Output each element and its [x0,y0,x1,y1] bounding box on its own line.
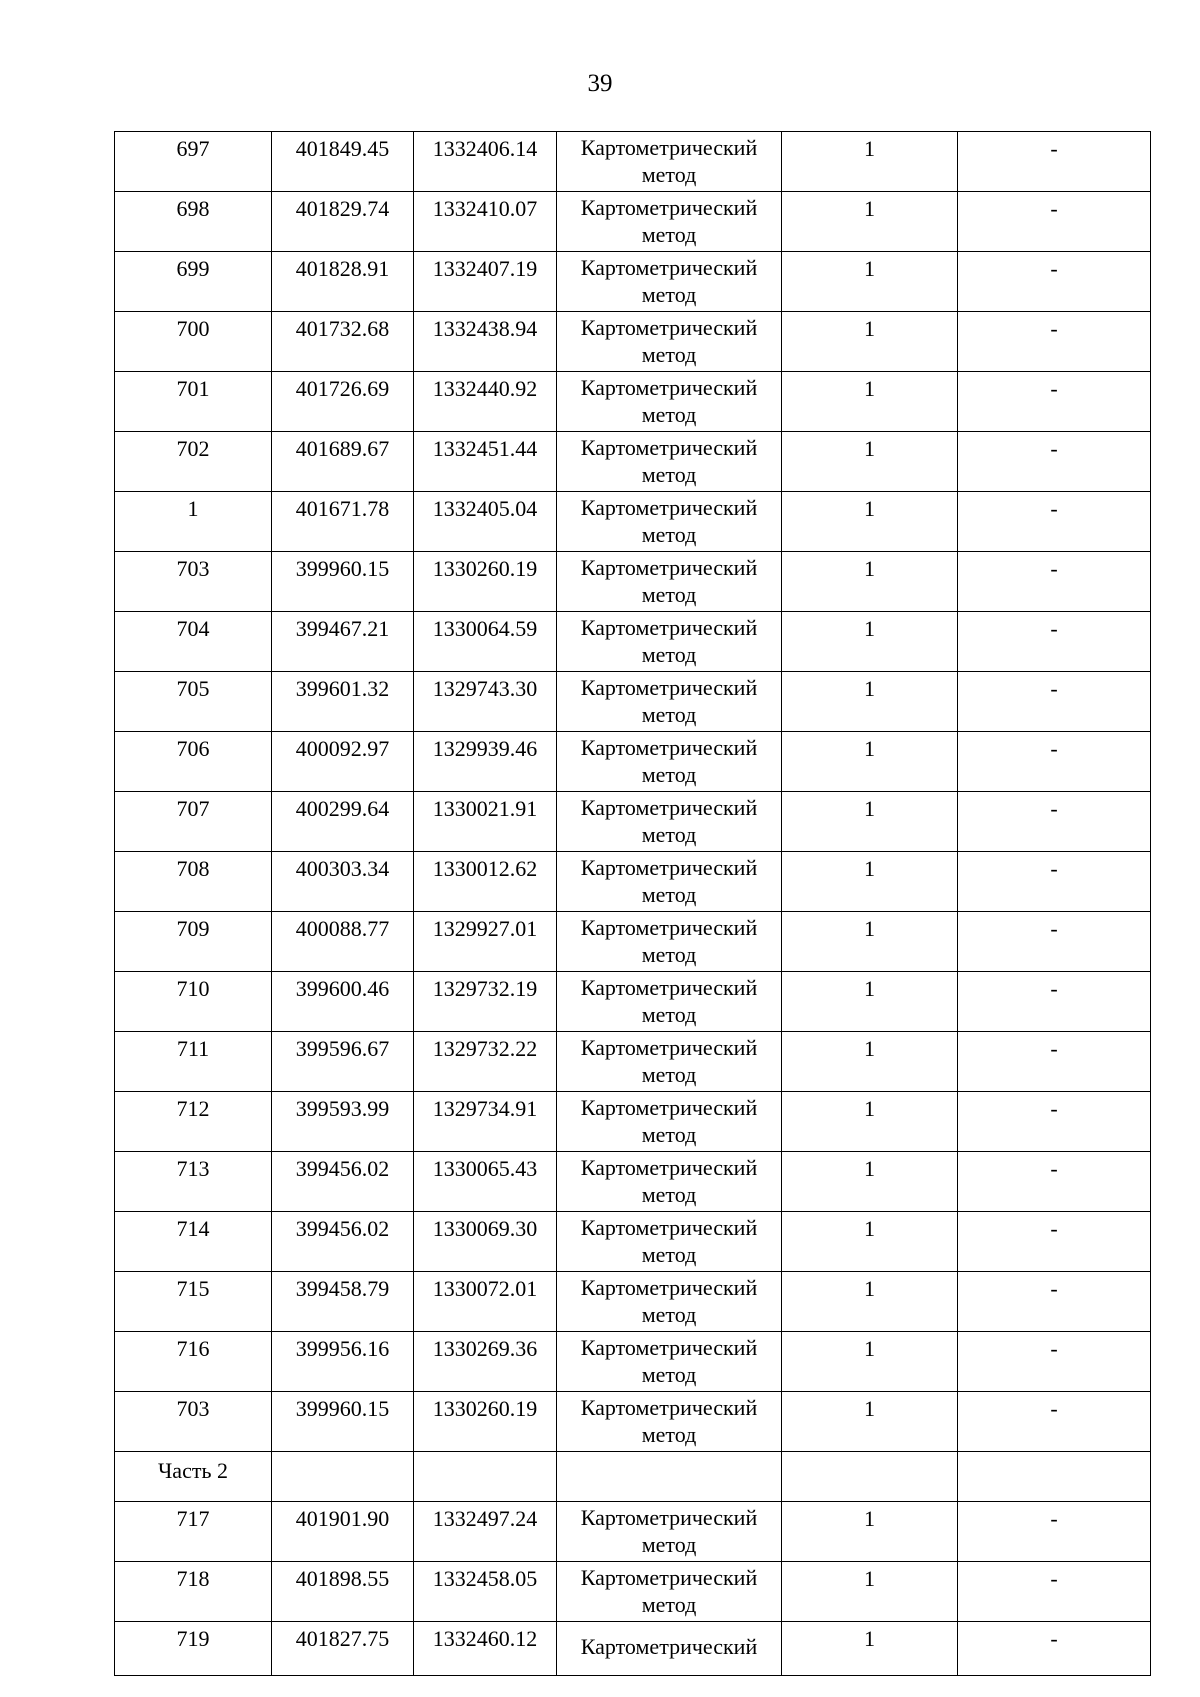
y-coordinate-cell: 1332458.05 [414,1562,557,1622]
y-coordinate-cell: 1332440.92 [414,372,557,432]
empty-cell [958,1452,1151,1502]
method-cell [557,492,782,552]
note-cell: - [958,792,1151,852]
note-cell: - [958,1092,1151,1152]
point-number-cell: 700 [115,312,272,372]
method-label: Картометрический [580,1505,758,1530]
y-coordinate-cell: 1330021.91 [414,792,557,852]
table-row [115,1032,1151,1092]
point-number-cell: 710 [115,972,272,1032]
method-label: Картометрический [580,1275,758,1300]
method-label: метод [641,1532,697,1557]
point-number-cell: 697 [115,132,272,192]
accuracy-cell: 1 [782,252,958,312]
point-number-cell: 713 [115,1152,272,1212]
table-row [115,1622,1151,1676]
note-cell: - [958,132,1151,192]
point-number-cell: 717 [115,1502,272,1562]
method-cell [557,552,782,612]
x-coordinate-cell: 400092.97 [272,732,414,792]
method-label: метод [641,1242,697,1267]
method-label: Картометрический [580,1395,758,1420]
y-coordinate-cell: 1332438.94 [414,312,557,372]
method-label: метод [641,582,697,607]
x-coordinate-cell: 400299.64 [272,792,414,852]
table-row [115,132,1151,192]
x-coordinate-cell: 399600.46 [272,972,414,1032]
note-cell: - [958,1332,1151,1392]
x-coordinate-cell: 401829.74 [272,192,414,252]
x-coordinate-cell: 399956.16 [272,1332,414,1392]
accuracy-cell: 1 [782,1392,958,1452]
method-label: Картометрический [580,1095,758,1120]
note-cell: - [958,552,1151,612]
method-label: Картометрический [580,375,758,400]
page-number: 39 [587,70,613,97]
accuracy-cell: 1 [782,1332,958,1392]
section-row [115,1452,1151,1502]
method-cell [557,792,782,852]
table-row [115,432,1151,492]
method-label: Картометрический [580,1565,758,1590]
accuracy-cell: 1 [782,912,958,972]
empty-cell [782,1452,958,1502]
note-cell: - [958,672,1151,732]
method-label: Картометрический [580,975,758,1000]
note-cell: - [958,1502,1151,1562]
method-label: Картометрический [580,315,758,340]
note-cell: - [958,252,1151,312]
method-cell [557,912,782,972]
table-row [115,1332,1151,1392]
accuracy-cell: 1 [782,792,958,852]
table-row [115,252,1151,312]
method-label: Картометрический [580,255,758,280]
accuracy-cell: 1 [782,1562,958,1622]
method-label: Картометрический [580,795,758,820]
method-label: метод [641,342,697,367]
note-cell: - [958,1622,1151,1676]
empty-cell [414,1452,557,1502]
method-label: метод [641,822,697,847]
table-row [115,852,1151,912]
accuracy-cell: 1 [782,1152,958,1212]
point-number-cell: 705 [115,672,272,732]
method-cell [557,1392,782,1452]
method-label: метод [641,642,697,667]
method-label: метод [641,1182,697,1207]
y-coordinate-cell: 1330065.43 [414,1152,557,1212]
y-coordinate-cell: 1330260.19 [414,1392,557,1452]
method-label: метод [641,1002,697,1027]
y-coordinate-cell: 1329939.46 [414,732,557,792]
point-number-cell: 712 [115,1092,272,1152]
point-number-cell: 706 [115,732,272,792]
method-label: метод [641,1422,697,1447]
section-label: Часть 2 [115,1452,272,1502]
method-label: метод [641,882,697,907]
x-coordinate-cell: 401901.90 [272,1502,414,1562]
note-cell: - [958,372,1151,432]
method-cell [557,612,782,672]
y-coordinate-cell: 1330072.01 [414,1272,557,1332]
point-number-cell: 702 [115,432,272,492]
method-label: Картометрический [580,615,758,640]
method-cell [557,372,782,432]
accuracy-cell: 1 [782,192,958,252]
x-coordinate-cell: 399596.67 [272,1032,414,1092]
point-number-cell: 715 [115,1272,272,1332]
method-cell [557,432,782,492]
method-label: метод [641,762,697,787]
method-cell [557,732,782,792]
note-cell: - [958,432,1151,492]
note-cell: - [958,612,1151,672]
method-label: Картометрический [580,675,758,700]
accuracy-cell: 1 [782,1502,958,1562]
method-label: Картометрический [580,1634,758,1659]
table-row [115,732,1151,792]
method-label: Картометрический [580,195,758,220]
x-coordinate-cell: 401671.78 [272,492,414,552]
method-label: метод [641,462,697,487]
method-label: метод [641,1302,697,1327]
note-cell: - [958,492,1151,552]
note-cell: - [958,1032,1151,1092]
y-coordinate-cell: 1332451.44 [414,432,557,492]
method-cell [557,312,782,372]
x-coordinate-cell: 399960.15 [272,1392,414,1452]
x-coordinate-cell: 400303.34 [272,852,414,912]
table-row [115,1092,1151,1152]
method-cell [557,1332,782,1392]
table-row [115,1562,1151,1622]
x-coordinate-cell: 401827.75 [272,1622,414,1676]
accuracy-cell: 1 [782,1622,958,1676]
accuracy-cell: 1 [782,612,958,672]
table-row [115,1152,1151,1212]
y-coordinate-cell: 1329732.22 [414,1032,557,1092]
x-coordinate-cell: 399601.32 [272,672,414,732]
note-cell: - [958,1272,1151,1332]
note-cell: - [958,852,1151,912]
x-coordinate-cell: 401828.91 [272,252,414,312]
note-cell: - [958,1212,1151,1272]
method-cell [557,252,782,312]
table-row [115,912,1151,972]
accuracy-cell: 1 [782,1092,958,1152]
method-cell [557,1622,782,1676]
point-number-cell: 716 [115,1332,272,1392]
point-number-cell: 708 [115,852,272,912]
coordinates-table [114,131,1151,1676]
method-cell [557,852,782,912]
method-label: Картометрический [580,135,758,160]
point-number-cell: 709 [115,912,272,972]
empty-cell [557,1452,782,1502]
table-row [115,372,1151,432]
method-label: Картометрический [580,495,758,520]
y-coordinate-cell: 1329743.30 [414,672,557,732]
note-cell: - [958,1392,1151,1452]
x-coordinate-cell: 401898.55 [272,1562,414,1622]
table-row [115,1392,1151,1452]
point-number-cell: 699 [115,252,272,312]
x-coordinate-cell: 401849.45 [272,132,414,192]
x-coordinate-cell: 401689.67 [272,432,414,492]
y-coordinate-cell: 1330069.30 [414,1212,557,1272]
method-cell [557,1272,782,1332]
method-cell [557,1502,782,1562]
method-cell [557,1152,782,1212]
y-coordinate-cell: 1332460.12 [414,1622,557,1676]
x-coordinate-cell: 401732.68 [272,312,414,372]
method-label: Картометрический [580,435,758,460]
y-coordinate-cell: 1332406.14 [414,132,557,192]
note-cell: - [958,732,1151,792]
point-number-cell: 714 [115,1212,272,1272]
method-label: Картометрический [580,735,758,760]
y-coordinate-cell: 1329732.19 [414,972,557,1032]
method-label: Картометрический [580,1215,758,1240]
accuracy-cell: 1 [782,372,958,432]
note-cell: - [958,312,1151,372]
table-row [115,492,1151,552]
y-coordinate-cell: 1330269.36 [414,1332,557,1392]
y-coordinate-cell: 1329927.01 [414,912,557,972]
note-cell: - [958,972,1151,1032]
note-cell: - [958,192,1151,252]
point-number-cell: 704 [115,612,272,672]
table-row [115,972,1151,1032]
accuracy-cell: 1 [782,852,958,912]
method-cell [557,1092,782,1152]
point-number-cell: 1 [115,492,272,552]
method-label: Картометрический [580,1035,758,1060]
table-row [115,192,1151,252]
accuracy-cell: 1 [782,492,958,552]
method-label: Картометрический [580,915,758,940]
method-cell [557,1032,782,1092]
point-number-cell: 707 [115,792,272,852]
x-coordinate-cell: 399456.02 [272,1212,414,1272]
table-row [115,552,1151,612]
y-coordinate-cell: 1332407.19 [414,252,557,312]
point-number-cell: 718 [115,1562,272,1622]
accuracy-cell: 1 [782,1212,958,1272]
y-coordinate-cell: 1330260.19 [414,552,557,612]
method-label: метод [641,942,697,967]
method-cell [557,1562,782,1622]
table-row [115,1212,1151,1272]
method-label: метод [641,1592,697,1617]
coordinates-table-body [115,132,1151,1676]
empty-cell [272,1452,414,1502]
method-label: Картометрический [580,555,758,580]
accuracy-cell: 1 [782,1032,958,1092]
point-number-cell: 711 [115,1032,272,1092]
method-cell [557,672,782,732]
table-row [115,1272,1151,1332]
y-coordinate-cell: 1332497.24 [414,1502,557,1562]
accuracy-cell: 1 [782,1272,958,1332]
method-label: метод [641,162,697,187]
note-cell: - [958,1152,1151,1212]
accuracy-cell: 1 [782,672,958,732]
point-number-cell: 698 [115,192,272,252]
point-number-cell: 701 [115,372,272,432]
method-label: метод [641,522,697,547]
point-number-cell: 719 [115,1622,272,1676]
method-cell [557,192,782,252]
x-coordinate-cell: 401726.69 [272,372,414,432]
accuracy-cell: 1 [782,432,958,492]
method-label: метод [641,1362,697,1387]
table-row [115,612,1151,672]
y-coordinate-cell: 1332405.04 [414,492,557,552]
accuracy-cell: 1 [782,312,958,372]
y-coordinate-cell: 1330064.59 [414,612,557,672]
method-label: метод [641,1062,697,1087]
accuracy-cell: 1 [782,972,958,1032]
method-label: метод [641,222,697,247]
accuracy-cell: 1 [782,552,958,612]
x-coordinate-cell: 399456.02 [272,1152,414,1212]
method-label: Картометрический [580,1155,758,1180]
table-row [115,672,1151,732]
method-label: метод [641,702,697,727]
accuracy-cell: 1 [782,732,958,792]
x-coordinate-cell: 399593.99 [272,1092,414,1152]
method-cell [557,972,782,1032]
y-coordinate-cell: 1332410.07 [414,192,557,252]
method-label: метод [641,282,697,307]
note-cell: - [958,1562,1151,1622]
table-row [115,1502,1151,1562]
point-number-cell: 703 [115,552,272,612]
x-coordinate-cell: 399467.21 [272,612,414,672]
x-coordinate-cell: 399458.79 [272,1272,414,1332]
table-row [115,312,1151,372]
y-coordinate-cell: 1329734.91 [414,1092,557,1152]
accuracy-cell: 1 [782,132,958,192]
method-label: метод [641,402,697,427]
x-coordinate-cell: 400088.77 [272,912,414,972]
point-number-cell: 703 [115,1392,272,1452]
method-label: метод [641,1122,697,1147]
method-label: Картометрический [580,855,758,880]
x-coordinate-cell: 399960.15 [272,552,414,612]
method-label: Картометрический [580,1335,758,1360]
method-cell [557,132,782,192]
method-cell [557,1212,782,1272]
y-coordinate-cell: 1330012.62 [414,852,557,912]
note-cell: - [958,912,1151,972]
table-row [115,792,1151,852]
